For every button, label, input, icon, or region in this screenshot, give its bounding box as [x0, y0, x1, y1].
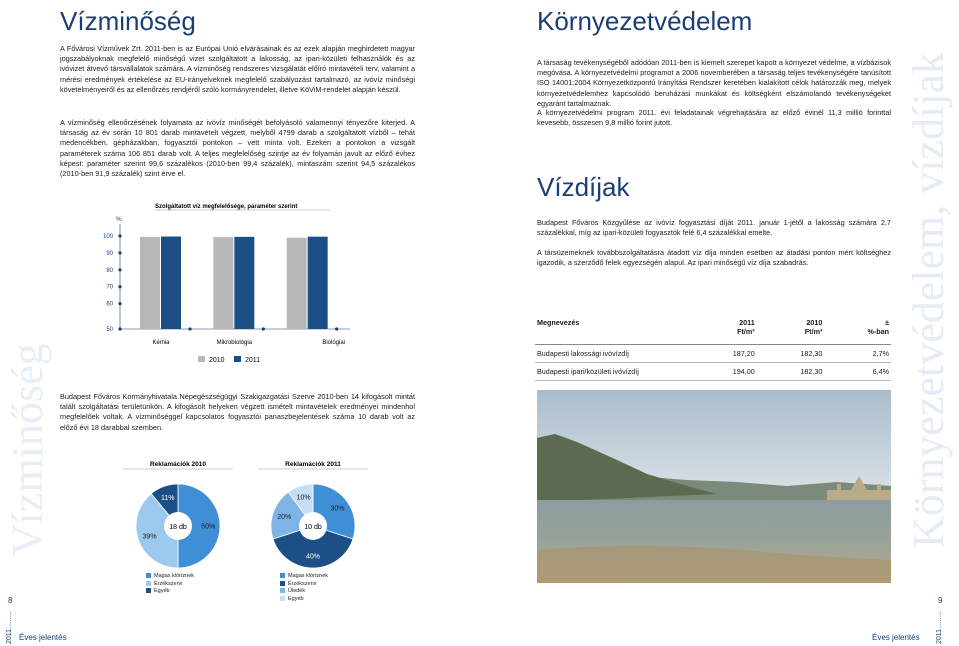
table-cell: 187,20: [732, 349, 755, 358]
pie-legend-2011: [280, 573, 328, 603]
pie-legend-swatch: [146, 573, 151, 578]
table-cell: 6,4%: [872, 367, 889, 376]
tariff-paragraph-1: Budapest Főváros Közgyűlése az ivóvíz fogyasztási díját 2011. január 1-jétől a lakosság számára 2,7 százalékkal, míg az ipari-közületi fogyasztók felé 6,4 százalékkal emelte.: [537, 218, 891, 238]
table-row: [535, 345, 891, 363]
tariff-table: [535, 316, 891, 381]
y-tick-dot: [118, 268, 121, 271]
table-row: [535, 363, 891, 381]
pie-legend-2010: [146, 573, 194, 596]
legend-swatch-2011: [234, 356, 241, 362]
pie-legend-item: [146, 573, 194, 581]
bar-biológiai-2011: [308, 237, 328, 329]
y-tick-label: 60: [106, 301, 113, 308]
pie-slice-label: 39%: [142, 533, 157, 541]
bar-mikrobiológia-2010: [213, 237, 233, 329]
pie-legend-swatch: [146, 588, 151, 593]
environment-paragraph-1: A társaság tevékenységéből adódóan 2011-ben is kiemelt szerepet kapott a környezet védelme, a vízbázisok megóvása. A környezetvédelmi programot a 2006 novemberében a társaság teljes tevékenységére tanúsított ISO 14001:2004 Környezetközpontú Irányítási Rendszer keretében kialakított célok határozzák meg, melyek környezetvédelemhez kapcsolódó beruházási munkákat és költségként elszámolandó tevékenységeket egyaránt tartalmaznak.: [537, 58, 891, 108]
table-header-cell: ± %-ban: [867, 318, 889, 336]
pie-legend-label: Üledék: [288, 588, 306, 594]
x-tick-label: Biológiai: [322, 340, 346, 346]
table-header-cell: 2010 Ft/m³: [804, 318, 823, 336]
table-cell: Budapesti lakossági ivóvízdíj: [537, 349, 629, 358]
pie-legend-swatch: [280, 588, 285, 593]
environment-paragraph-2: A környezetvédelmi program 2011. évi feladatainak végrehajtására az előző évinél 11,3 millió forinttal kevesebb, összesen 9,8 millió forint jutott.: [537, 108, 891, 128]
pie-slice-label: 50%: [201, 523, 216, 531]
intro-paragraph: A Fővárosi Vízművek Zrt. 2011-ben is az Európai Unió elvárásainak és az ezek alapján meghirdetett magyar jogszabályoknak megfelelő minőségű vizet szolgáltatott a lakosság, az ipari-közületi felhasználók és az ivóvizet átvevő társvállalatok számára. A vízminőség rendszeres vizsgálatát előíró mintavételi terv, valamint a mérési eredmények értékelése az EU-irányelveknek megfelelő szabályozást tartalmazó, az ivóvíz minőségi követelményeiről és az ellenőrzés rendjéről szóló kormányrendelet, illetve KöViM-rendelet alapján készül.: [60, 44, 415, 94]
left-side-title: Vízminőség: [3, 343, 52, 556]
y-tick-label: 50: [106, 327, 113, 333]
pie-title: Reklamációk 2010: [149, 461, 207, 468]
pie-legend-item: [146, 588, 194, 596]
x-tick-label: Kémia: [152, 340, 170, 346]
pie-slice-label: 20%: [277, 514, 292, 522]
pie-legend-label: Érzékszervi: [288, 580, 317, 587]
pie-legend-label: Egyéb: [154, 588, 170, 594]
y-tick-label: 80: [106, 267, 113, 274]
y-tick-dot: [118, 234, 121, 237]
bar-chart-compliance: [80, 196, 380, 371]
footer-year-left: 2011.........: [6, 611, 13, 644]
pie-legend-label: Egyéb: [288, 595, 304, 602]
table-cell: 182,30: [800, 367, 823, 376]
pie-legend-item: [280, 573, 328, 581]
pie-chart-2010: [118, 458, 238, 588]
sampling-paragraph: A vízminőség ellenőrzésének folyamata az ivóvíz minőségét befolyásoló valamennyi tényezőre kiterjed. A társaság az év során 10 801 darab mintavételt végzett, melyből 4799 darab a szolgáltatott vízből – tehát medencékben, gépházakban, fogyasztói pontokon – vett minta volt. Ezeken a pontokon a vizsgált paraméterek száma 106 851 darab volt. A teljes megfelelőség szintje az év folyamán javult az előző évhez képest: paraméter szerint 99,6 százalékos (2010-ben 99,4 százalék), mintaszám szerint 94,5 százalékos (2010-ben 91,9 százalék) szint érve el.: [60, 118, 415, 179]
table-header-row: [535, 316, 891, 345]
bar-kémia-2010: [140, 237, 160, 329]
bar-biológiai-2010: [287, 238, 307, 329]
y-tick-dot: [118, 302, 121, 305]
legend-label-2010: 2010: [209, 357, 225, 364]
pie-center-label: 18 db: [169, 524, 187, 531]
page-number-right: 9: [938, 596, 943, 605]
pie-slice-label: 10%: [296, 494, 311, 502]
table-cell: Budapesti ipari/közületi ivóvízdíj: [537, 367, 639, 376]
y-tick-label: 100: [102, 234, 113, 240]
pie-legend-item: [146, 581, 194, 589]
pie-legend-item: [280, 596, 328, 604]
table-cell: 182,30: [800, 349, 823, 358]
page-title-water-quality: Vízminőség: [60, 6, 196, 36]
pie-title: Reklamációk 2011: [285, 461, 341, 468]
chart-ylabel: %: [116, 216, 122, 223]
pie-slice-label: 40%: [305, 553, 321, 561]
pie-slice-label: 30%: [330, 505, 345, 513]
x-tick-dot: [188, 327, 191, 330]
pie-legend-swatch: [280, 596, 285, 601]
pie-legend-swatch: [146, 581, 151, 586]
footer-label-right: Éves jelentés: [872, 633, 920, 642]
pie-legend-label: Érzékszervi: [154, 580, 183, 587]
table-header-cell: 2011 Ft/m³: [737, 318, 755, 336]
chart-title: Szolgáltatott víz megfelelősége, paraméter szerint: [155, 204, 298, 210]
pie-chart-2011: [253, 458, 373, 588]
y-tick-label: 90: [106, 250, 113, 257]
pie-legend-swatch: [280, 573, 285, 578]
pie-legend-label: Magas klóríznek: [154, 573, 195, 579]
y-tick-label: 70: [106, 284, 113, 291]
pie-center-label: 10 db: [304, 524, 322, 531]
danube-photo: [537, 390, 891, 583]
x-tick-label: Mikrobiológia: [216, 340, 253, 346]
page-title-environment: Környezetvédelem: [537, 6, 753, 36]
footer-label-left: Éves jelentés: [19, 633, 67, 642]
legend-swatch-2010: [198, 356, 205, 362]
complaints-paragraph: Budapest Főváros Kormányhivatala Népegészségügyi Szakigazgatási Szerve 2010-ben 14 kifogásolt mintát talált szolgáltatási területünkön. A kifogásolt helyeken végzett ismételt mintavételek eredményei mindenhol megfelelőek voltak. A vízminőséggel kapcsolatos fogyasztói panaszbejelentések száma 10 darab volt az előző évi 18 darabbal szemben.: [60, 392, 415, 432]
table-cell: 194,00: [732, 367, 755, 376]
table-cell: 2,7%: [872, 349, 889, 358]
section-title-tariffs: Vízdíjak: [537, 172, 630, 202]
y-tick-dot: [118, 251, 121, 254]
bar-kémia-2011: [161, 237, 181, 329]
pie-legend-label: Magas klóríznek: [288, 573, 329, 579]
pie-legend-item: [280, 581, 328, 589]
bar-mikrobiológia-2011: [234, 237, 254, 329]
tariff-paragraph-2: A társüzemeknek továbbszolgáltatásra átadott víz díja minden esetben az átadási ponton mért költséghez igazodik, a szerződő felek egyezségén alapul. Az ipari minőségű víz díja szabadrás.: [537, 248, 891, 268]
x-tick-dot: [335, 327, 338, 330]
footer-year-right: 2011.........: [936, 611, 943, 644]
page-number-left: 8: [8, 596, 13, 605]
pie-slice-label: 11%: [161, 495, 175, 503]
y-tick-dot: [118, 285, 121, 288]
x-tick-dot: [262, 327, 265, 330]
legend-label-2011: 2011: [245, 357, 261, 364]
pie-legend-item: [280, 588, 328, 596]
right-side-title: Környezetvédelem, vízdíjak: [904, 51, 953, 548]
table-header-cell: Megnevezés: [537, 318, 580, 327]
pie-legend-swatch: [280, 581, 285, 586]
